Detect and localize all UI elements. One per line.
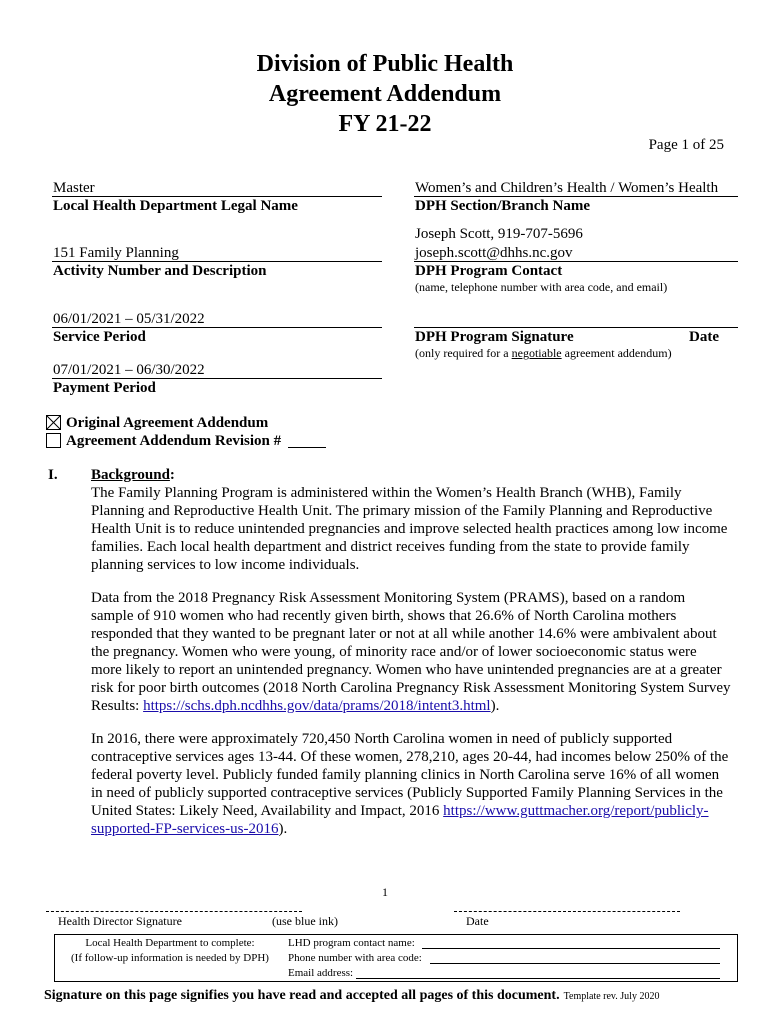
activity-value: 151 Family Planning [53, 245, 179, 261]
lhd-contact-name-field[interactable] [422, 948, 720, 949]
lhd-instructions [56, 936, 284, 966]
lhd-contact-name-label: LHD program contact name: [288, 937, 415, 949]
lhd-phone-label: Phone number with area code: [288, 952, 422, 964]
revision-number-blank[interactable] [288, 447, 326, 448]
lhd-email-label: Email address: [288, 967, 354, 979]
lhd-instruction-line-2: (If follow-up information is needed by DPH) [71, 952, 269, 964]
background-paragraph-2: Data from the 2018 Pregnancy Risk Assessment Monitoring System (PRAMS), based on a random sample of 910 women who had recently given birth, shows that 26.6% of North Carolina mothers responded that they wanted to be pregnant later or not at all while another 14.6% were ambivalent about the pregnancy. Women who were young, of minority race and/or of lower socioeconomic status were more likely to report an unintended pregnancy. Women who have unintended pregnancies are at a greater risk for poor birth outcomes (2018 North Carolina Pregnancy Risk Assessment Monitoring System Survey Results: https://schs.dph.ncdhhs.gov/data/prams/2018/intent3.html). [91, 590, 731, 714]
program-contact-email: joseph.scott@dhhs.nc.gov [415, 245, 573, 261]
lhd-email-field[interactable] [356, 978, 720, 979]
unchecked-box-icon [46, 433, 61, 448]
page-marker: 1 [382, 885, 388, 899]
program-signature-note: (only required for a negotiable agreement addendum) [415, 346, 672, 360]
template-revision: Template rev. July 2020 [563, 991, 660, 1002]
background-paragraph-1: The Family Planning Program is administered within the Women’s Health Branch (WHB), Family Planning and Reproductive Health Unit. The primary mission of the Family Planning and Reproductive Health Unit is to reduce unintended pregnancies and improve selected health practices among low income families. Each local health department and district receives funding from the state to provide family planning services to low income individuals. [91, 485, 728, 573]
background-paragraph-3: In 2016, there were approximately 720,450 North Carolina women in need of publicly supported contraceptive services ages 13-44. Of these women, 278,210, ages 20-44, had incomes below 250% of the federal poverty level. Publicly funded family planning clinics in North Carolina serve 16% of all women in need of publicly supported contraceptive services (Publicly Supported Family Planning Services in the United States: Likely Need, Availability and Impact, 2016 https://www.guttmacher.org/report/publicly-supported-FP-services-us-2016). [91, 731, 729, 837]
legal-name-value: Master [53, 180, 95, 196]
activity-label: Activity Number and Description [53, 263, 267, 279]
guttmacher-link[interactable]: https://www.guttmacher.org/report/publicly-supported-FP-services-us-2016 [91, 803, 709, 837]
payment-period-label: Payment Period [53, 380, 156, 396]
section-heading: Background: [91, 467, 175, 483]
section-branch-label: DPH Section/Branch Name [415, 198, 590, 214]
doc-title-line-1: Division of Public Health [256, 51, 514, 77]
prams-link[interactable]: https://schs.dph.ncdhhs.gov/data/prams/2018/intent3.html [143, 698, 491, 714]
program-signature-label: DPH Program Signature [415, 329, 574, 345]
service-period-label: Service Period [53, 329, 146, 345]
director-signature-label: Health Director Signature [58, 914, 182, 928]
doc-title-line-2: Agreement Addendum [268, 81, 502, 107]
lhd-contact-labels [288, 936, 422, 981]
doc-title-fiscal-year: FY 21-22 [338, 111, 432, 137]
revision-addendum-label: Agreement Addendum Revision # [66, 433, 282, 449]
original-addendum-label: Original Agreement Addendum [66, 415, 269, 431]
legal-name-label: Local Health Department Legal Name [53, 198, 298, 214]
program-contact-note: (name, telephone number with area code, and email) [415, 280, 668, 294]
program-contact-name: Joseph Scott, 919-707-5696 [415, 226, 583, 242]
payment-period-value: 07/01/2021 – 06/30/2022 [53, 362, 205, 378]
program-signature-date-label: Date [689, 329, 719, 345]
service-period-value: 06/01/2021 – 05/31/2022 [53, 311, 205, 327]
lhd-phone-field[interactable] [430, 963, 720, 964]
revision-addendum-checkbox[interactable] [46, 433, 61, 453]
page-number: Page 1 of 25 [648, 137, 724, 153]
director-signature-line[interactable] [46, 911, 302, 912]
acceptance-statement [44, 986, 659, 1004]
checked-box-icon [46, 415, 61, 430]
acceptance-text: Signature on this page signifies you have read and accepted all pages of this document. [44, 988, 560, 1003]
director-date-line[interactable] [454, 911, 680, 912]
section-branch-value: Women’s and Children’s Health / Women’s Health [415, 180, 719, 196]
negotiable-word: negotiable [511, 346, 562, 360]
lhd-instruction-line-1: Local Health Department to complete: [85, 937, 255, 949]
original-addendum-checkbox[interactable] [46, 415, 61, 435]
director-date-label: Date [466, 914, 489, 928]
program-contact-label: DPH Program Contact [415, 263, 563, 279]
section-numeral: I. [48, 467, 58, 483]
blue-ink-note: (use blue ink) [272, 914, 338, 928]
